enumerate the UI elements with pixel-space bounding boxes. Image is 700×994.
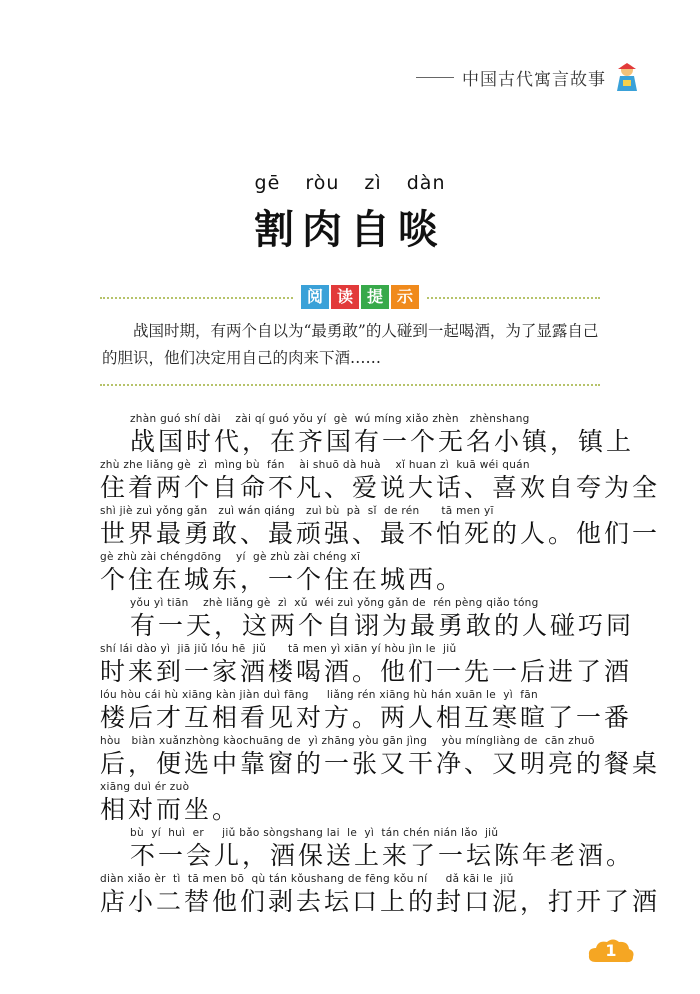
reading-tip-text: 战国时期，有两个自以为“最勇敢”的人碰到一起喝酒，为了显露自己的胆识，他们决定用自己的肉来下酒……: [102, 322, 599, 367]
line-pinyin: diàn xiǎo èr tì tā men bō qù tán kǒushang de fēng kǒu ní dǎ kāi le jiǔ: [100, 873, 514, 885]
line-pinyin: bù yí huì er jiǔ bǎo sòngshang lai le yì tán chén nián lǎo jiǔ: [130, 827, 499, 839]
title-pinyin-syllable: dàn: [406, 172, 446, 194]
story-line: [100, 596, 635, 642]
line-hanzi: 不一会儿，酒保送上来了一坛陈年老酒。: [130, 841, 635, 870]
story-line: [100, 872, 661, 918]
line-hanzi: 个住在城东，一个住在城西。: [100, 565, 465, 594]
page-number: 1: [605, 941, 617, 960]
line-hanzi: 后，便选中靠窗的一张又干净、又明亮的餐桌: [100, 749, 661, 778]
tip-label-char: 提: [361, 285, 389, 309]
line-hanzi: 店小二替他们剥去坛口上的封口泥，打开了酒: [100, 887, 661, 916]
header-rule: [416, 77, 454, 78]
series-title: 中国古代寓言故事: [462, 69, 606, 90]
story-line: [100, 550, 620, 596]
reading-tip-label: [295, 285, 425, 309]
story-title: [0, 172, 700, 255]
line-pinyin: gè zhù zài chéngdōng yí gè zhù zài chéng xī: [100, 551, 361, 563]
story-line: [100, 826, 635, 872]
tip-label-char: 读: [331, 285, 359, 309]
tip-label-char: 示: [391, 285, 419, 309]
line-pinyin: zhàn guó shí dài zài qí guó yǒu yí gè wú míng xiǎo zhèn zhènshang: [130, 413, 530, 425]
tip-bottom-rule: [100, 384, 600, 386]
story-line: [100, 504, 661, 550]
page-number-badge: [586, 936, 636, 966]
mascot-icon: [614, 62, 640, 92]
line-pinyin: yǒu yì tiān zhè liǎng gè zì xǔ wéi zuì yǒng gǎn de rén pèng qiǎo tóng: [130, 597, 539, 609]
story-line: [100, 734, 661, 780]
line-hanzi: 战国时代，在齐国有一个无名小镇，镇上: [130, 427, 635, 456]
page-header: [416, 62, 640, 92]
line-pinyin: zhù zhe liǎng gè zì mìng bù fán ài shuō dà huà xǐ huan zì kuā wéi quán: [100, 459, 530, 471]
line-pinyin: shì jiè zuì yǒng gǎn zuì wán qiáng zuì bù pà sǐ de rén tā men yī: [100, 505, 494, 517]
line-hanzi: 楼后才互相看见对方。两人相互寒暄了一番: [100, 703, 633, 732]
tip-label-char: 阅: [301, 285, 329, 309]
story-line: [100, 458, 661, 504]
line-hanzi: 时来到一家酒楼喝酒。他们一先一后进了酒: [100, 657, 633, 686]
title-pinyin-syllable: zì: [364, 172, 382, 194]
line-hanzi: 相对而坐。: [100, 795, 241, 824]
title-pinyin-syllable: gē: [254, 172, 281, 194]
line-pinyin: lóu hòu cái hù xiāng kàn jiàn duì fāng liǎng rén xiāng hù hán xuān le yì fān: [100, 689, 538, 701]
story-line: [100, 780, 620, 826]
story-line: [100, 642, 633, 688]
title-hanzi: 割肉自啖: [254, 207, 446, 253]
title-pinyin: [0, 172, 700, 194]
line-hanzi: 有一天，这两个自诩为最勇敢的人碰巧同: [130, 611, 635, 640]
line-hanzi: 住着两个自命不凡、爱说大话、喜欢自夸为全: [100, 473, 661, 502]
title-pinyin-syllable: ròu: [305, 172, 340, 194]
line-pinyin: shí lái dào yì jiā jiǔ lóu hē jiǔ tā men yì xiān yí hòu jìn le jiǔ: [100, 643, 457, 655]
story-line: [100, 412, 635, 458]
line-hanzi: 世界最勇敢、最顽强、最不怕死的人。他们一: [100, 519, 661, 548]
story-body: [100, 412, 661, 918]
line-pinyin: hòu biàn xuǎnzhòng kàochuāng de yì zhāng yòu gān jìng yòu míngliàng de cān zhuō: [100, 735, 595, 747]
story-line: [100, 688, 633, 734]
line-pinyin: xiāng duì ér zuò: [100, 781, 190, 793]
